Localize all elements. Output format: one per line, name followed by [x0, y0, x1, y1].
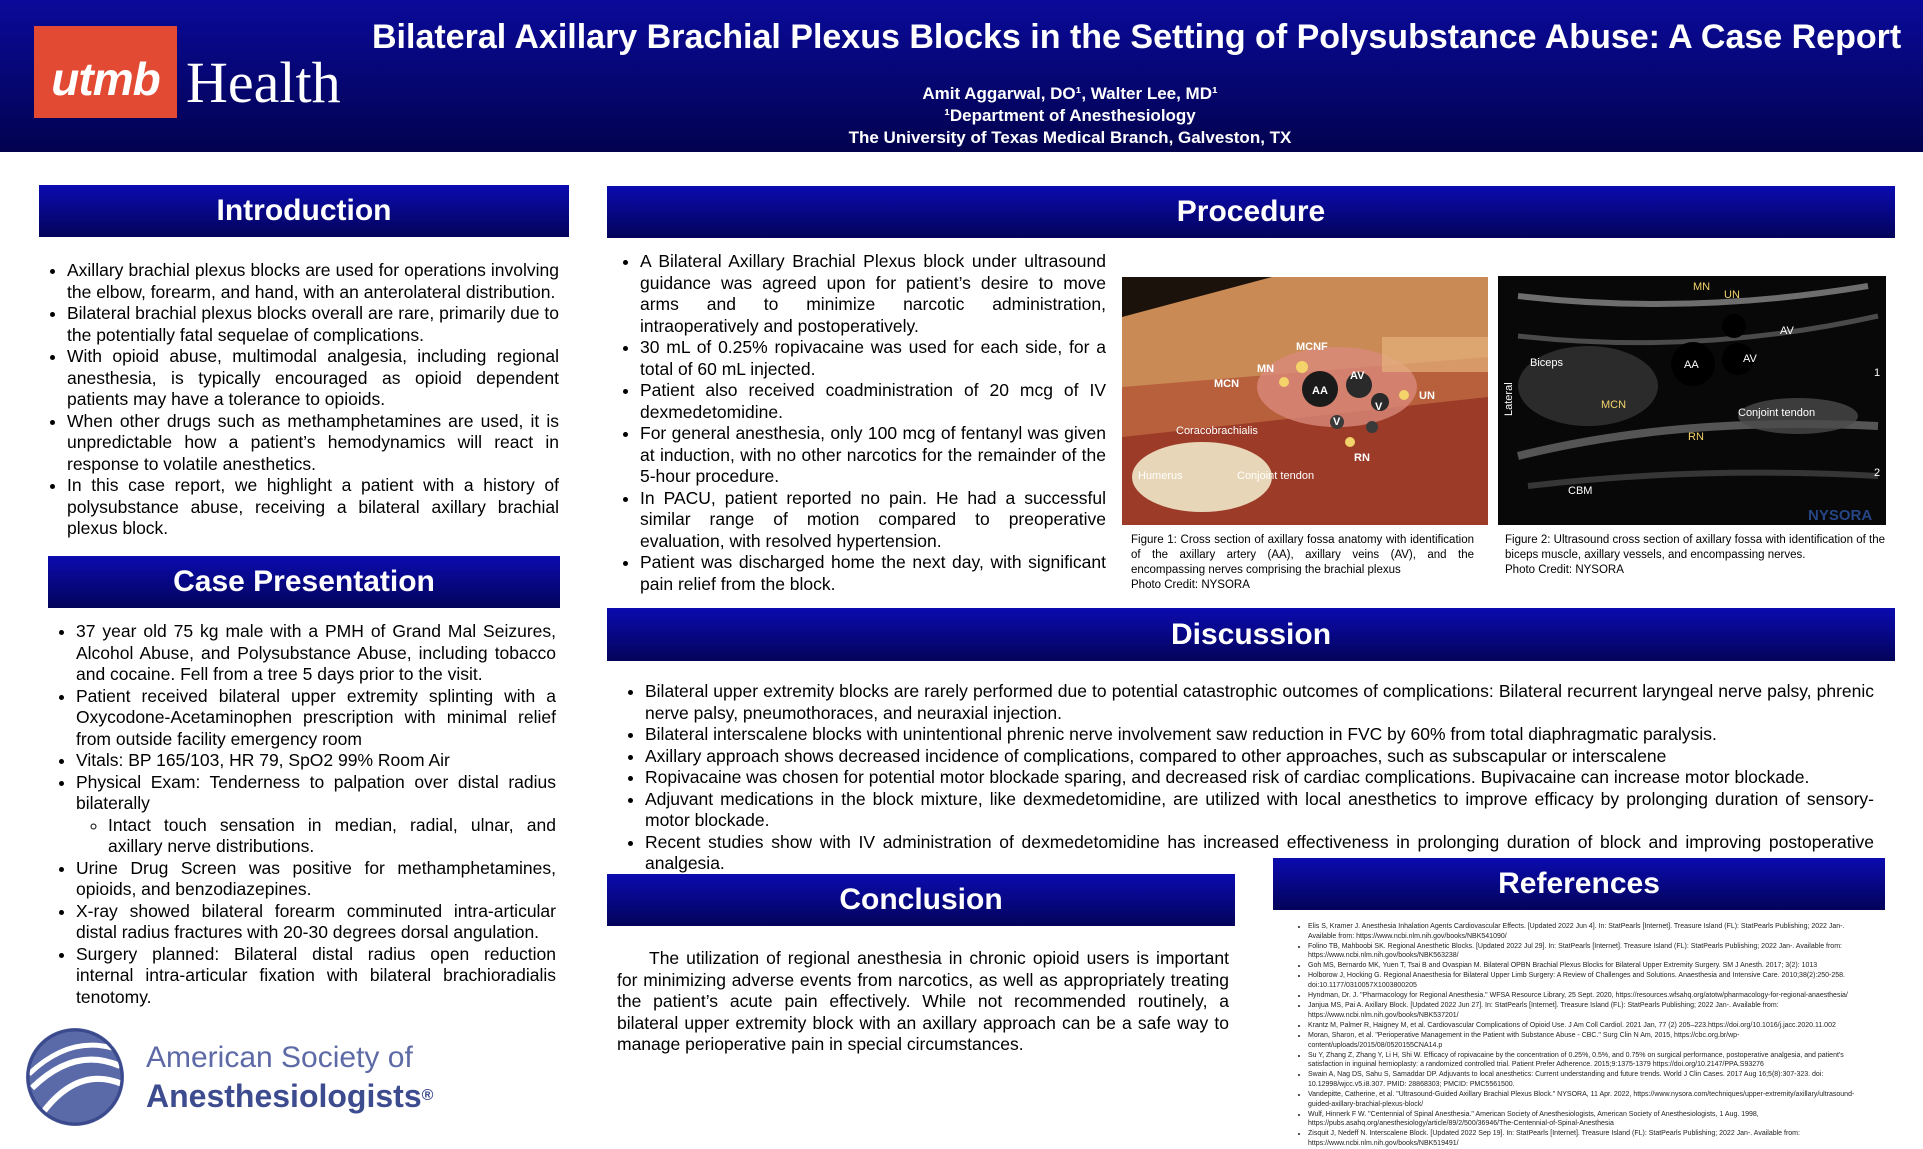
utmb-logo — [34, 26, 177, 118]
reference-item: • Hyndman, Dr. J. "Pharmacology for Regional Anesthesia." WFSA Resource Library, 25 Sept. 2020, https://resources.wfsahq.org/atotw/pharmacology-for-regional-anaesthesia/ — [1308, 991, 1858, 1001]
references-heading: References — [1273, 858, 1885, 910]
list-item: • Ropivacaine was chosen for potential motor blockade sparing, and decreased risk of cardiac complications. Bupivacaine can increase motor blockade. — [645, 767, 1874, 789]
introduction-heading: Introduction — [39, 185, 569, 237]
sub-list-item: ◦ Intact touch sensation in median, radial, ulnar, and axillary nerve distributions. — [108, 815, 556, 858]
case-sub-list — [76, 815, 556, 858]
reference-item: • Janjua MS, Pai A. Axillary Block. [Updated 2022 Jun 27]. In: StatPearls [Internet]. Treasure Island (FL): StatPearls Publishing; 2022 Jan-. Available from: https://www.ncbi.nlm.nih.gov/books/NBK537201/ — [1308, 1001, 1858, 1020]
discussion-heading: Discussion — [607, 608, 1895, 661]
procedure-body — [612, 251, 1106, 595]
references-body — [1278, 922, 1858, 1149]
figure1-anatomy-image — [1122, 277, 1488, 525]
reference-item: • Goh MS, Bernardo MK, Yuen T, Tsai B and Ovaspian M. Bilateral OPBN Brachial Plexus Blocks for Bilateral Upper Extremity Surgery. SM J Anesth. 2017; 3(2): 1013 — [1308, 961, 1858, 971]
list-item: • Axillary brachial plexus blocks are used for operations involving the elbow, forearm, and hand, with an anterolateral distribution. — [67, 260, 559, 303]
authors-names: Amit Aggarwal, DO¹, Walter Lee, MD¹ — [922, 84, 1218, 103]
figure2-credit: Photo Credit: NYSORA — [1505, 564, 1624, 576]
list-item: • Bilateral brachial plexus blocks overall are rare, primarily due to the potentially fatal sequelae of complications. — [67, 303, 559, 346]
list-item: • Patient also received coadministration of 20 mcg of IV dexmedetomidine. — [640, 380, 1106, 423]
registered-mark: ® — [421, 1087, 434, 1104]
fig2-label-un: UN — [1724, 289, 1740, 301]
department: ¹Department of Anesthesiology — [944, 106, 1196, 125]
health-logo-text: Health — [186, 50, 341, 115]
list-item-text: Physical Exam: Tenderness to palpation over distal radius bilaterally — [76, 771, 556, 813]
case-presentation-body — [48, 621, 556, 1008]
list-item: • In PACU, patient reported no pain. He had a successful similar range of motion compared to preoperative evaluation, with resolved hypertension. — [640, 488, 1106, 553]
fig1-label-un: UN — [1419, 390, 1435, 402]
list-item: • Surgery planned: Bilateral distal radius open reduction internal intra-articular fixation with bilateral brachioradialis tenotomy. — [76, 944, 556, 1009]
fig1-label-rn: RN — [1354, 452, 1370, 464]
reference-item: • Elis S, Kramer J. Anesthesia Inhalation Agents Cardiovascular Effects. [Updated 2022 Jun 4]. In: StatPearls [Internet]. Treasure Island (FL): StatPearls Publishing; 2022 Jan-. Available from: https://www.ncbi.nlm.nih.gov/books/NBK541090/ — [1308, 922, 1858, 941]
fig1-label-humerus: Humerus — [1138, 470, 1183, 482]
fig1-label-mcnf: MCNF — [1296, 341, 1328, 353]
fig2-label-mcn: MCN — [1601, 399, 1627, 411]
asa-logo-mark — [24, 1026, 126, 1128]
asa-logo-line2 — [146, 1078, 433, 1114]
reference-item: • Folino TB, Mahboobi SK. Regional Anesthetic Blocks. [Updated 2022 Jul 29]. In: StatPearls [Internet]. Treasure Island (FL): StatPearls Publishing; 2022 Jan-. Available from: https://www.ncbi.nlm.nih.gov/books/NBK563238/ — [1308, 942, 1858, 961]
introduction-list — [39, 260, 559, 540]
discussion-body — [617, 681, 1874, 875]
institution: The University of Texas Medical Branch, Galveston, TX — [848, 128, 1292, 147]
fig2-label-depth2: 2 — [1874, 467, 1881, 479]
fig1-label-coracobrachialis: Coracobrachialis — [1176, 425, 1258, 437]
conclusion-text: The utilization of regional anesthesia in chronic opioid users is important for minimizing adverse events from narcotics, as well as appropriately treating the patient’s acute pain effectively. While not recommended routinely, a bilateral upper extremity block with an axillary approach can be a safe way to manage perioperative pain in special circumstances. — [617, 948, 1229, 1054]
list-item: • Patient received bilateral upper extremity splinting with a Oxycodone-Acetaminophen prescription with minimal relief from outside facility emergency room — [76, 686, 556, 751]
list-item: • A Bilateral Axillary Brachial Plexus block under ultrasound guidance was agreed upon for patient’s desire to move arms and to minimize narcotic administration, intraoperatively and postoperatively. — [640, 251, 1106, 337]
figure1-caption — [1131, 533, 1474, 593]
list-item: • Patient was discharged home the next day, with significant pain relief from the block. — [640, 552, 1106, 595]
fig2-label-aa: AA — [1684, 359, 1699, 371]
reference-item: • Swain A, Nag DS, Sahu S, Samaddar DP. Adjuvants to local anesthetics: Current understanding and future trends. World J Clin Cases. 2017 Aug 16;5(8):307-323. doi: 10.12998/wjcc.v5.i8.307. PMID: 28868303; PMCID: PMC5561500. — [1308, 1070, 1858, 1089]
case-presentation-heading: Case Presentation — [48, 556, 560, 608]
fig2-label-av2: AV — [1743, 353, 1757, 365]
list-item: • When other drugs such as methamphetamines are used, it is unpredictable how a patient’s hemodynamics will react in response to volatile anesthetics. — [67, 411, 559, 476]
procedure-list — [612, 251, 1106, 595]
reference-item: • Zisquit J, Nedeff N. Interscalene Block. [Updated 2022 Sep 19]. In: StatPearls [Internet]. Treasure Island (FL): StatPearls Publishing; 2022 Jan-. Available from: https://www.ncbi.nlm.nih.gov/books/NBK519491/ — [1308, 1129, 1858, 1148]
fig2-label-av1: AV — [1780, 325, 1794, 337]
list-item: • Axillary approach shows decreased incidence of complications, compared to other approaches, such as subscapular or interscalene — [645, 746, 1874, 768]
list-item: • Vitals: BP 165/103, HR 79, SpO2 99% Room Air — [76, 750, 556, 772]
list-item: • For general anesthesia, only 100 mcg of fentanyl was given at induction, with no other narcotics for the remainder of the 5-hour procedure. — [640, 423, 1106, 488]
reference-item: • Vandepitte, Catherine, et al. "Ultrasound-Guided Axillary Brachial Plexus Block." NYSORA, 11 Apr. 2022, https://www.nysora.com/techniques/upper-extremity/axillary/ultrasound-guided-axillary-brachial-plexus-block/ — [1308, 1090, 1858, 1109]
list-item — [76, 772, 556, 858]
list-item: • Adjuvant medications in the block mixture, like dexmedetomidine, are utilized with local anesthetics to improve efficacy by prolonging duration of sensory-motor blockade. — [645, 789, 1874, 832]
asa-logo-name: Anesthesiologists — [146, 1078, 422, 1114]
list-item: • With opioid abuse, multimodal analgesia, including regional anesthesia, is typically encouraged as opioid dependent patients may have a tolerance to opioids. — [67, 346, 559, 411]
list-item: • 30 mL of 0.25% ropivacaine was used for each side, for a total of 60 mL injected. — [640, 337, 1106, 380]
references-list — [1278, 922, 1858, 1149]
fig1-label-mcn: MCN — [1214, 378, 1240, 390]
list-item: • In this case report, we highlight a patient with a history of polysubstance abuse, receiving a bilateral axillary brachial plexus block. — [67, 475, 559, 540]
fig2-label-depth1: 1 — [1874, 367, 1881, 379]
reference-item: • Moran, Sharon, et al. "Perioperative Management in the Patient with Substance Abuse - CBC." Surg Clin N Am, 2015, https://cbc.org.br/wp-content/uploads/2015/08/0520155CNA14.p — [1308, 1031, 1858, 1050]
figure2-caption — [1505, 533, 1885, 578]
discussion-list — [617, 681, 1874, 875]
list-item: • Urine Drug Screen was positive for methamphetamines, opioids, and benzodiazepines. — [76, 858, 556, 901]
fig1-label-v1: V — [1333, 416, 1341, 428]
case-list — [48, 621, 556, 1008]
fig2-label-cbm: CBM — [1568, 485, 1593, 497]
reference-item: • Krantz M, Palmer R, Haigney M, et al. Cardiovascular Complications of Opioid Use. J Am Coll Cardiol. 2021 Jan, 77 (2) 205–223.https://doi.org/10.1016/j.jacc.2020.11.002 — [1308, 1021, 1858, 1031]
poster-title: Bilateral Axillary Brachial Plexus Blocks in the Setting of Polysubstance Abuse: A Case Report — [372, 18, 1902, 56]
reference-item: • Wulf, Hinnerk F W. "Centennial of Spinal Anesthesia." American Society of Anesthesiologists, American Society of Anesthesiologists, 1 Aug. 1998, https://pubs.asahq.org/anesthesiology/article/89/2/500/36946/The-Centennial-of-Spinal-Anesthesia — [1308, 1110, 1858, 1129]
asa-logo-line1: American Society of — [146, 1041, 413, 1074]
reference-item: • Su Y, Zhang Z, Zhang Y, Li H, Shi W. Efficacy of ropivacaine by the concentration of 0.25%, 0.5%, and 0.75% on surgical performance, postoperative analgesia, and patient's satisfaction in inguinal hernioplasty: a randomized controlled trial. Patient Prefer Adherence. 2015;9:1375-1379 https://doi.org/10.2147/PPA.S93276 — [1308, 1051, 1858, 1070]
list-item: • Bilateral interscalene blocks with unintentional phrenic nerve involvement saw reduction in FVC by 60% from total diaphragmatic paralysis. — [645, 724, 1874, 746]
conclusion-heading: Conclusion — [607, 874, 1235, 926]
fig2-watermark: NYSORA — [1808, 507, 1873, 524]
fig2-label-mn: MN — [1693, 281, 1711, 293]
list-item: • Recent studies show with IV administration of dexmedetomidine has increased effectiveness in prolonging duration of block and improving postoperative analgesia. — [645, 832, 1874, 875]
figure1-caption-text: Figure 1: Cross section of axillary fossa anatomy with identification of the axillary artery (AA), axillary veins (AV), and the encompassing nerves comprising the brachial plexus — [1131, 534, 1474, 576]
authors-block — [700, 83, 1440, 149]
procedure-heading: Procedure — [607, 186, 1895, 238]
fig1-label-conjoint-tendon: Conjoint tendon — [1237, 470, 1315, 482]
figure1-credit: Photo Credit: NYSORA — [1131, 579, 1250, 591]
fig2-label-lateral: Lateral — [1503, 382, 1515, 416]
list-item: • Bilateral upper extremity blocks are rarely performed due to potential catastrophic outcomes of complications: Bilateral recurrent laryngeal nerve palsy, phrenic nerve palsy, pneumothoraces, and neuraxial injection. — [645, 681, 1874, 724]
figure2-caption-text: Figure 2: Ultrasound cross section of axillary fossa with identification of the biceps muscle, axillary vessels, and encompassing nerves. — [1505, 534, 1885, 561]
fig2-label-conjoint-tendon: Conjoint tendon — [1738, 407, 1816, 419]
fig2-label-rn: RN — [1688, 431, 1704, 443]
utmb-logo-text: utmb — [51, 53, 160, 105]
list-item: • X-ray showed bilateral forearm comminuted intra-articular distal radius fractures with 20-30 degrees dorsal angulation. — [76, 901, 556, 944]
fig1-label-v2: V — [1375, 401, 1383, 413]
introduction-body — [39, 260, 559, 554]
fig1-label-av: AV — [1350, 370, 1365, 382]
fig1-label-mn: MN — [1257, 363, 1275, 375]
figure2-ultrasound-image — [1498, 276, 1886, 525]
list-item: • 37 year old 75 kg male with a PMH of Grand Mal Seizures, Alcohol Abuse, and Polysubstance Abuse, including tobacco and cocaine. Fell from a tree 5 days prior to the visit. — [76, 621, 556, 686]
fig1-label-aa: AA — [1312, 385, 1328, 397]
fig2-label-biceps: Biceps — [1530, 357, 1564, 369]
reference-item: • Holborow J, Hocking G. Regional Anaesthesia for Bilateral Upper Limb Surgery: A Review of Challenges and Solutions. Anaesthesia and Intensive Care. 2010;38(2):250-258. doi:10.1177/0310057X1003800205 — [1308, 971, 1858, 990]
